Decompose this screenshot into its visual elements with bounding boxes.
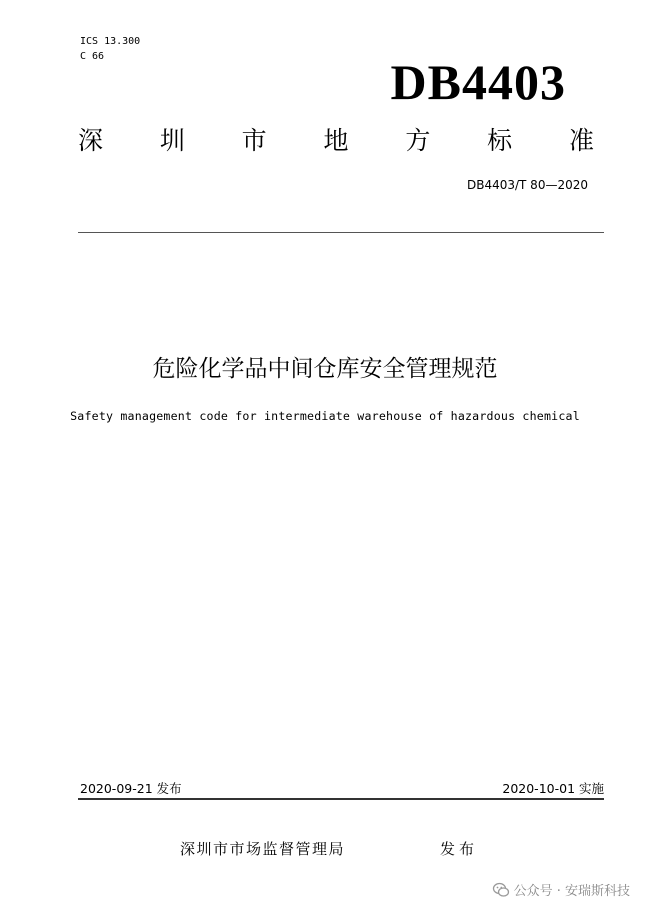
- standard-type-char: 市: [241, 126, 267, 155]
- watermark: [492, 880, 630, 899]
- standard-type-char: 深: [78, 126, 104, 155]
- standard-type-char: 准: [568, 126, 594, 155]
- document-title-zh: 危险化学品中间仓库安全管理规范: [152, 356, 498, 382]
- classification-codes: [80, 34, 140, 64]
- standard-type-char: 地: [323, 126, 349, 155]
- footer-divider: [78, 798, 604, 800]
- standard-type-char: 圳: [159, 126, 185, 155]
- issue-label: 发布: [440, 840, 479, 858]
- ics-code: ICS 13.300: [80, 36, 141, 47]
- ccs-code: C 66: [80, 51, 105, 62]
- standard-type-title: [78, 124, 594, 158]
- wechat-icon: [492, 881, 510, 899]
- issuing-authority: 深圳市市场监督管理局: [180, 840, 346, 858]
- publish-date: 2020-09-21 发布: [80, 781, 182, 796]
- document-title-en: Safety management code for intermediate warehouse of hazardous chemical: [70, 409, 580, 423]
- implement-date: 2020-10-01 实施: [502, 781, 604, 796]
- header-divider: [78, 232, 604, 233]
- standard-type-char: 标: [487, 126, 513, 155]
- standard-number: DB4403/T 80—2020: [466, 178, 588, 192]
- standard-type-char: 方: [405, 126, 431, 155]
- watermark-text: 公众号 · 安瑞斯科技: [513, 884, 630, 899]
- standard-code: DB4403: [390, 54, 566, 110]
